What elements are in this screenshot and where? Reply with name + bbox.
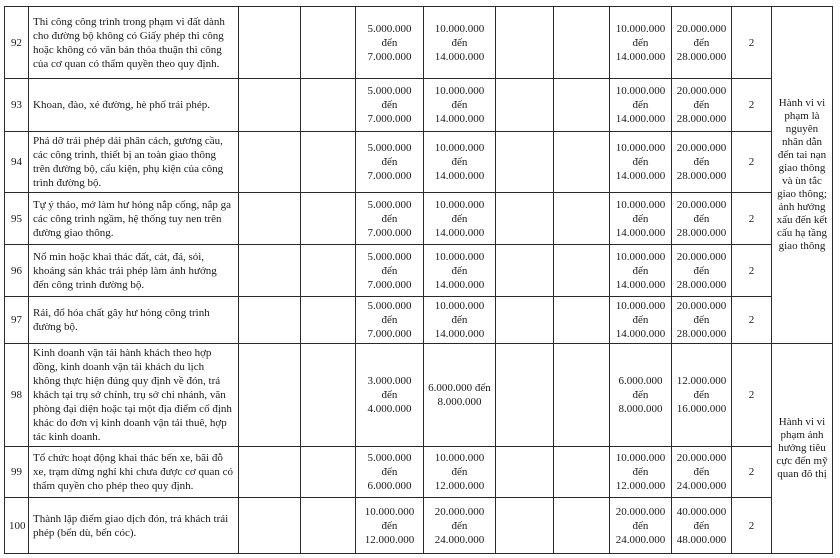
points-cell: 2 xyxy=(732,7,772,79)
empty-cell xyxy=(301,79,356,132)
row-number: 93 xyxy=(5,79,29,132)
fine-increased-cell: 10.000.000 đến 14.000.000 xyxy=(424,297,496,344)
table-row xyxy=(5,245,833,297)
empty-cell xyxy=(301,447,356,498)
empty-cell xyxy=(496,79,554,132)
points-cell: 2 xyxy=(732,132,772,193)
fine-current-cell: 10.000.000 đến 12.000.000 xyxy=(356,498,424,554)
violation-description: Tự ý tháo, mở làm hư hỏng nắp cống, nắp ga các công trình ngầm, hệ thống tuy nen trên đường giao thông. xyxy=(29,193,239,245)
fine-increased-cell: 10.000.000 đến 14.000.000 xyxy=(424,132,496,193)
empty-cell xyxy=(496,447,554,498)
fine-increased-cell: 6.000.000 đến 8.000.000 xyxy=(424,344,496,447)
table-row xyxy=(5,79,833,132)
row-number: 100 xyxy=(5,498,29,554)
fine-proposed-organization-cell: 20.000.000 đến 28.000.000 xyxy=(672,79,732,132)
violation-description: Kinh doanh vận tải hành khách theo hợp đồng, kinh doanh vận tải khách du lịch không thực hiện đúng quy định về đón, trả khách tại trụ sở chính, trụ sở chi nhánh, văn phòng đại diện hoặc tại một địa điểm cố định khác do đơn vị kinh doanh vận tải thuê, hợp tác kinh doanh. xyxy=(29,344,239,447)
violation-description: Rải, đổ hóa chất gây hư hỏng công trình đường bộ. xyxy=(29,297,239,344)
row-number: 97 xyxy=(5,297,29,344)
empty-cell xyxy=(301,132,356,193)
empty-cell xyxy=(239,344,301,447)
row-number: 95 xyxy=(5,193,29,245)
fine-increased-cell: 10.000.000 đến 14.000.000 xyxy=(424,245,496,297)
fine-increased-cell: 10.000.000 đến 14.000.000 xyxy=(424,7,496,79)
fine-current-cell: 5.000.000 đến 7.000.000 xyxy=(356,297,424,344)
table-row xyxy=(5,297,833,344)
violation-description: Tổ chức hoạt động khai thác bến xe, bãi đỗ xe, trạm dừng nghỉ khi chưa được cơ quan có thẩm quyền cho phép theo quy định. xyxy=(29,447,239,498)
points-cell: 2 xyxy=(732,447,772,498)
points-cell: 2 xyxy=(732,344,772,447)
row-number: 99 xyxy=(5,447,29,498)
group-note-traffic-safety: Hành vi vi phạm là nguyên nhân dẫn đến tai nạn giao thông và ùn tắc giao thông; ảnh hưởng xấu đến kết cấu hạ tầng giao thông xyxy=(772,7,833,344)
fine-proposed-organization-cell: 40.000.000 đến 48.000.000 xyxy=(672,498,732,554)
row-number: 98 xyxy=(5,344,29,447)
fine-current-cell: 5.000.000 đến 7.000.000 xyxy=(356,7,424,79)
fine-proposed-individual-cell: 10.000.000 đến 14.000.000 xyxy=(610,7,672,79)
fine-proposed-organization-cell: 20.000.000 đến 28.000.000 xyxy=(672,7,732,79)
table-row xyxy=(5,132,833,193)
fine-proposed-individual-cell: 10.000.000 đến 14.000.000 xyxy=(610,297,672,344)
empty-cell xyxy=(554,132,610,193)
empty-cell xyxy=(239,498,301,554)
row-number: 92 xyxy=(5,7,29,79)
fine-current-cell: 5.000.000 đến 7.000.000 xyxy=(356,79,424,132)
points-cell: 2 xyxy=(732,79,772,132)
violation-description: Thành lập điểm giao dịch đón, trả khách trái phép (bến dù, bến cóc). xyxy=(29,498,239,554)
fine-proposed-individual-cell: 10.000.000 đến 12.000.000 xyxy=(610,447,672,498)
points-cell: 2 xyxy=(732,297,772,344)
points-cell: 2 xyxy=(732,245,772,297)
table-row xyxy=(5,344,833,447)
empty-cell xyxy=(554,7,610,79)
empty-cell xyxy=(301,245,356,297)
row-number: 94 xyxy=(5,132,29,193)
group-note-urban-aesthetics: Hành vi vi phạm ảnh hưởng tiêu cực đến mỹ quan đô thị xyxy=(772,344,833,554)
empty-cell xyxy=(496,7,554,79)
empty-cell xyxy=(239,297,301,344)
points-cell: 2 xyxy=(732,193,772,245)
empty-cell xyxy=(496,498,554,554)
empty-cell xyxy=(301,498,356,554)
empty-cell xyxy=(239,7,301,79)
empty-cell xyxy=(496,297,554,344)
empty-cell xyxy=(496,245,554,297)
table-row xyxy=(5,447,833,498)
empty-cell xyxy=(301,297,356,344)
fine-proposed-individual-cell: 10.000.000 đến 14.000.000 xyxy=(610,79,672,132)
violation-description: Nổ mìn hoặc khai thác đất, cát, đá, sỏi, khoáng sản khác trái phép làm ảnh hưởng đến công trình đường bộ. xyxy=(29,245,239,297)
empty-cell xyxy=(554,344,610,447)
fine-proposed-individual-cell: 10.000.000 đến 14.000.000 xyxy=(610,193,672,245)
empty-cell xyxy=(301,193,356,245)
fine-proposed-individual-cell: 10.000.000 đến 14.000.000 xyxy=(610,132,672,193)
empty-cell xyxy=(554,245,610,297)
fine-proposed-organization-cell: 20.000.000 đến 28.000.000 xyxy=(672,193,732,245)
empty-cell xyxy=(496,344,554,447)
empty-cell xyxy=(554,297,610,344)
violation-description: Thi công công trình trong phạm vi đất dành cho đường bộ không có Giấy phép thi công hoặc không có văn bản thỏa thuận thi công của cơ quan có thẩm quyền theo quy định. xyxy=(29,7,239,79)
empty-cell xyxy=(301,344,356,447)
row-number: 96 xyxy=(5,245,29,297)
empty-cell xyxy=(301,7,356,79)
fine-current-cell: 5.000.000 đến 7.000.000 xyxy=(356,245,424,297)
violation-description: Khoan, đào, xẻ đường, hè phố trái phép. xyxy=(29,79,239,132)
empty-cell xyxy=(554,193,610,245)
fine-proposed-organization-cell: 20.000.000 đến 28.000.000 xyxy=(672,245,732,297)
empty-cell xyxy=(239,447,301,498)
fine-proposed-individual-cell: 6.000.000 đến 8.000.000 xyxy=(610,344,672,447)
empty-cell xyxy=(496,193,554,245)
table-row xyxy=(5,498,833,554)
fine-proposed-individual-cell: 10.000.000 đến 14.000.000 xyxy=(610,245,672,297)
fine-proposed-organization-cell: 20.000.000 đến 28.000.000 xyxy=(672,132,732,193)
empty-cell xyxy=(239,245,301,297)
fine-current-cell: 5.000.000 đến 6.000.000 xyxy=(356,447,424,498)
fine-proposed-individual-cell: 20.000.000 đến 24.000.000 xyxy=(610,498,672,554)
points-cell: 2 xyxy=(732,498,772,554)
fine-increased-cell: 10.000.000 đến 12.000.000 xyxy=(424,447,496,498)
empty-cell xyxy=(239,193,301,245)
empty-cell xyxy=(554,498,610,554)
fine-current-cell: 3.000.000 đến 4.000.000 xyxy=(356,344,424,447)
table-row xyxy=(5,193,833,245)
table-row xyxy=(5,7,833,79)
empty-cell xyxy=(239,79,301,132)
fine-increased-cell: 10.000.000 đến 14.000.000 xyxy=(424,79,496,132)
fine-increased-cell: 10.000.000 đến 14.000.000 xyxy=(424,193,496,245)
penalty-table xyxy=(4,6,833,554)
fine-current-cell: 5.000.000 đến 7.000.000 xyxy=(356,132,424,193)
empty-cell xyxy=(554,447,610,498)
empty-cell xyxy=(239,132,301,193)
fine-proposed-organization-cell: 20.000.000 đến 24.000.000 xyxy=(672,447,732,498)
fine-current-cell: 5.000.000 đến 7.000.000 xyxy=(356,193,424,245)
empty-cell xyxy=(554,79,610,132)
violation-description: Phá dỡ trái phép dải phân cách, gương cầu, các công trình, thiết bị an toàn giao thông trên đường bộ, cấu kiện, phụ kiện của công trình đường bộ. xyxy=(29,132,239,193)
fine-proposed-organization-cell: 20.000.000 đến 28.000.000 xyxy=(672,297,732,344)
fine-increased-cell: 20.000.000 đến 24.000.000 xyxy=(424,498,496,554)
empty-cell xyxy=(496,132,554,193)
fine-proposed-organization-cell: 12.000.000 đến 16.000.000 xyxy=(672,344,732,447)
